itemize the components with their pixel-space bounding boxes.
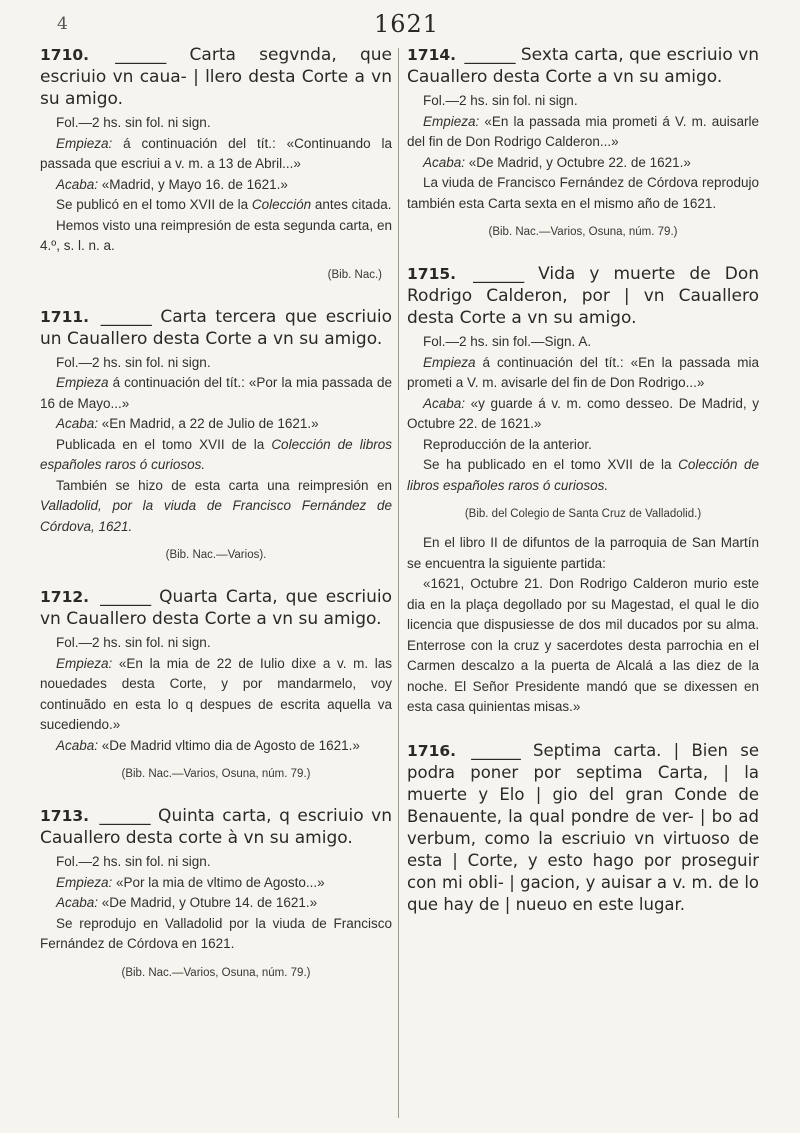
entry-1711 [40,306,392,565]
entry-note: Hemos visto una reimpresión de esta segunda carta, en 4.º, s. l. n. a. [40,217,392,253]
entry-heading [407,263,759,329]
entry-acaba: Acaba: «Madrid, y Mayo 16. de 1621.» [56,176,288,192]
right-column [407,44,759,938]
entry-number: 1714. [407,46,457,64]
entry-acaba: Acaba: «En Madrid, a 22 de Julio de 1621.» [56,416,319,431]
entry-number: 1712. [40,588,90,606]
entry-heading [407,44,759,88]
entry-note: Se ha publicado en el tomo XVII de la Colección de libros españoles raros ó curiosos. [407,457,760,493]
entry-1714 [407,44,759,241]
entry-source: (Bib. Nac.—Varios, Osuna, núm. 79.) [121,966,311,979]
partida-text: «1621, Octubre 21. Don Rodrigo Calderon murio este dia en la plaça degollado por su Magestad, el qual le dio licencia que dispusiesse de dos mil ducados por su alma. Enterrose con la cruz y sacerdotes desta parrochia en el Carmen descalzo a la puerta de Alcalá a las diez de la noche. El Señor Presidente mandó que se dixessen en esta casa quinientas misas.» [407,576,759,714]
entry-empieza: Empieza á continuación del tít.: «Por la mia passada de 16 de Mayo...» [40,375,392,411]
left-column [40,44,392,1004]
entry-source: (Bib. Nac.—Varios, Osuna, núm. 79.) [488,226,678,238]
entry-note: Reproducción de la anterior. [423,436,592,452]
entry-format: Fol.—2 hs. sin fol. ni sign. [56,354,211,370]
entry-1712 [40,586,392,783]
entry-number: 1715. [407,265,457,283]
entry-1710 [40,44,392,284]
entry-format: Fol.—2 hs. sin fol. ni sign. [56,635,211,650]
entry-format: Fol.—2 hs. sin fol. ni sign. [56,854,211,869]
entry-format: Fol.—2 hs. sin fol.—Sign. A. [423,334,592,349]
entry-title: ______ Carta segvnda, que escriuio vn caua- | llero desta Corte a vn su amigo. [40,45,393,109]
entry-title: ______ Quinta carta, q escriuio vn Cauallero desta corte à vn su amigo. [40,806,392,848]
entry-1713 [40,805,392,982]
entry-number: 1711. [40,307,90,326]
entry-acaba: Acaba: «y guarde á v. m. como desseo. De Madrid, y Octubre 22. de 1621.» [407,395,759,431]
entry-note: Publicada en el tomo XVII de la Colección de libros españoles raros ó curiosos. [40,436,392,472]
entry-heading [40,306,392,350]
entry-format: Fol.—2 hs. sin fol. ni sign. [56,115,211,130]
entry-heading [40,44,392,110]
entry-empieza: Empieza: «En la mia de 22 de Iulio dixe a v. m. las nouedades desta Corte, y por mandarmelo, voy continuãdo en esta lo q despues de escrita aquella va sucediendo.» [40,655,392,732]
entry-heading [407,740,759,916]
entry-empieza: Empieza: á continuación del tít.: «Continuando la passada que escriui a v. m. a 13 de Abril...» [40,135,392,171]
entry-source: (Bib. Nac.—Varios). [165,549,267,561]
entry-heading [40,586,392,630]
entry-title: ______ Vida y muerte de Don Rodrigo Calderon, por | vn Cauallero desta Corte a vn su amigo. [407,264,759,328]
entry-number: 1713. [40,807,90,825]
entry-title: ______ Carta tercera que escriuio un Cauallero desta Corte a vn su amigo. [40,306,392,349]
page-year: 1621 [374,10,440,38]
entry-title: ______ Septima carta. | Bien se podra poner por septima Carta, | la muerte y Elo | gio del gran Conde de Benauente, la qual pondre de ver- | bo ad verbum, como la escriuio vn virtuoso de esta | Corte, y esto hago por proseguir con mi obli- | gacion, y auisar a v. m. de lo que hay de | nueuo en este lugar. [407,740,759,914]
entry-note: La viuda de Francisco Fernández de Córdova reprodujo también esta Carta sexta en el mismo año de 1621. [407,175,759,211]
page-header [0,10,800,40]
partida-block [407,533,759,718]
entry-source: (Bib. Nac.) [327,268,382,281]
entry-1715 [407,263,759,718]
page-number: 4 [57,14,68,34]
entry-number: 1710. [40,46,90,64]
entry-acaba: Acaba: «De Madrid, y Otubre 14. de 1621.» [56,895,318,910]
entry-number: 1716. [407,741,457,760]
entry-source: (Bib. Nac.—Varios, Osuna, núm. 79.) [121,768,311,780]
entry-title: ______ Quarta Carta, que escriuio vn Cauallero desta Corte a vn su amigo. [40,587,393,629]
entry-title: ______ Sexta carta, que escriuio vn Cauallero desta Corte a vn su amigo. [407,45,759,87]
entry-acaba: Acaba: «De Madrid vltimo dia de Agosto de 1621.» [56,737,360,753]
entry-format: Fol.—2 hs. sin fol. ni sign. [423,93,578,108]
entry-empieza: Empieza: «Por la mia de vltimo de Agosto...» [56,874,325,890]
partida-intro: En el libro II de difuntos de la parroquia de San Martín se encuentra la siguiente partida: [407,535,759,571]
entry-empieza: Empieza: «En la passada mia prometi á V. m. auisarle del fin de Don Rodrigo Calderon...» [407,113,759,149]
entry-note: Se reprodujo en Valladolid por la viuda de Francisco Fernández de Córdova en 1621. [40,915,392,951]
entry-1716 [407,740,759,916]
entry-note: También se hizo de esta carta una reimpresión en Valladolid, por la viuda de Francisco Fernández de Córdova, 1621. [40,477,392,534]
entry-empieza: Empieza á continuación del tít.: «En la passada mia prometi a V. m. avisarle del fin de Don Rodrigo...» [407,354,759,390]
entry-note: Se publicó en el tomo XVII de la Colección antes citada. [56,197,392,212]
column-divider [398,48,399,1118]
entry-heading [40,805,392,849]
entry-source: (Bib. del Colegio de Santa Cruz de Valladolid.) [464,508,702,520]
entry-acaba: Acaba: «De Madrid, y Octubre 22. de 1621.» [423,154,691,170]
